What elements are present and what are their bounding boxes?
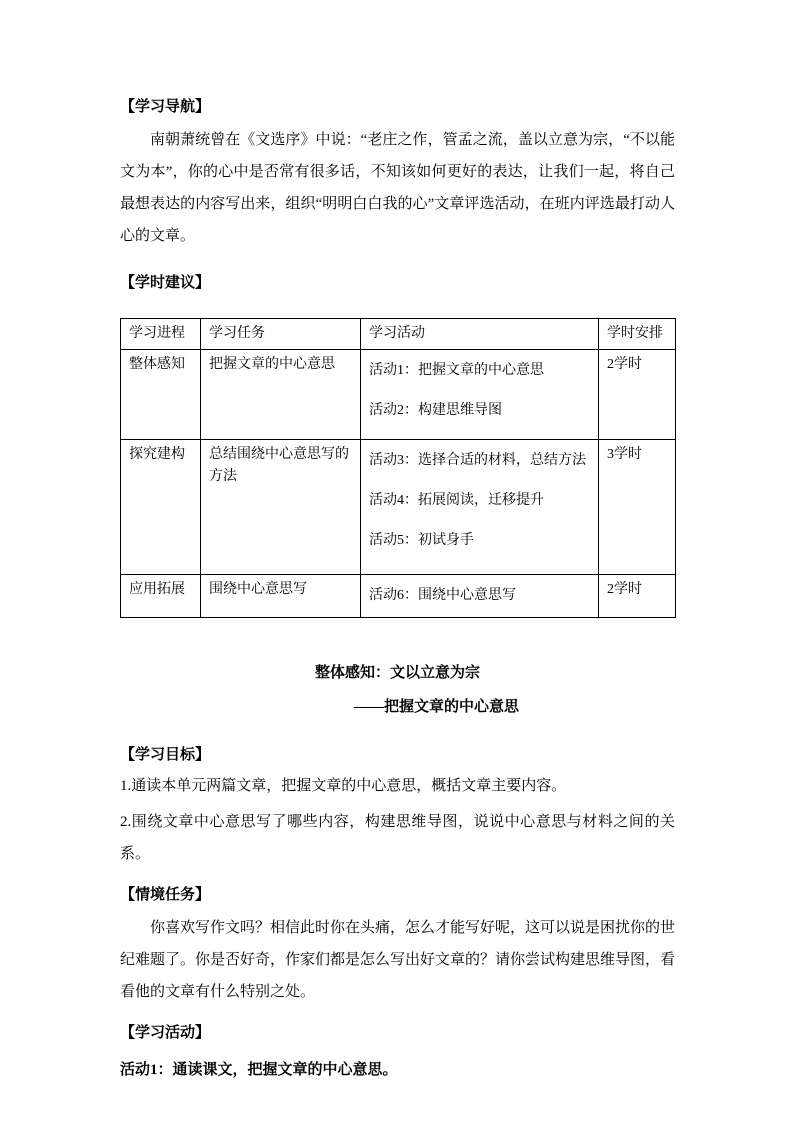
intro-paragraph: 南朝萧统曾在《文选序》中说：“老庄之作，管孟之流，盖以立意为宗，“不以能文为本”，你的心中是否常有很多话，不知该如何更好的表达，让我们一起，将自己最想表达的内容写出来，组织“明明白白我的心”文章评选活动，在班内评选最打动人心的文章。 — [120, 132, 675, 244]
table-row — [121, 350, 676, 440]
header-cell-task: 学习任务 — [201, 319, 361, 350]
activities-cell — [361, 575, 599, 618]
heading-situation-task: 【情境任务】 — [120, 887, 211, 903]
hours-cell: 2学时 — [599, 350, 676, 440]
activity-line: 活动1：把握文章的中心意思 — [369, 363, 544, 378]
activities-cell — [361, 350, 599, 440]
stage-cell: 应用拓展 — [121, 575, 201, 618]
heading-schedule-suggestion: 【学时建议】 — [120, 275, 211, 291]
goal-item-2: 2.围绕文章中心意思写了哪些内容，构建思维导图，说说中心意思与材料之间的关系。 — [120, 814, 675, 862]
header-cell-stage: 学习进程 — [121, 319, 201, 350]
task-cell: 围绕中心意思写 — [201, 575, 361, 618]
activity-line: 活动5：初试身手 — [369, 533, 474, 548]
stage-cell: 探究建构 — [121, 440, 201, 575]
hours-cell: 2学时 — [599, 575, 676, 618]
goal-item-1: 1.通读本单元两篇文章，把握文章的中心意思，概括文章主要内容。 — [120, 778, 567, 794]
task-cell: 把握文章的中心意思 — [201, 350, 361, 440]
activity-1-title: 活动1：通读课文，把握文章的中心意思。 — [120, 1062, 398, 1078]
hours-cell: 3学时 — [599, 440, 676, 575]
situation-paragraph: 你喜欢写作文吗？相信此时你在头痛，怎么才能写好呢，这可以说是困扰你的世纪难题了。你是否好奇，作家们都是怎么写出好文章的？请你尝试构建思维导图，看看他的文章有什么特别之处。 — [120, 920, 676, 1000]
activity-line: 活动2：构建思维导图 — [369, 403, 502, 418]
activity-line: 活动6：围绕中心意思写 — [369, 588, 516, 603]
heading-study-nav: 【学习导航】 — [120, 99, 211, 115]
activity-line: 活动3：选择合适的材料，总结方法 — [369, 453, 586, 468]
header-cell-activity: 学习活动 — [361, 319, 599, 350]
activities-cell — [361, 440, 599, 575]
schedule-table — [120, 318, 676, 618]
heading-study-activities: 【学习活动】 — [120, 1025, 211, 1041]
table-row — [121, 440, 676, 575]
section-title-line1: 整体感知：文以立意为宗 — [314, 665, 480, 681]
activity-line: 活动4：拓展阅读，迁移提升 — [369, 493, 544, 508]
heading-study-goals: 【学习目标】 — [120, 747, 211, 763]
table-header-row — [121, 319, 676, 350]
section-title-line2: ——把握文章的中心意思 — [353, 699, 519, 715]
header-cell-hours: 学时安排 — [599, 319, 676, 350]
stage-cell: 整体感知 — [121, 350, 201, 440]
task-cell: 总结围绕中心意思写的方法 — [201, 440, 361, 575]
table-row — [121, 575, 676, 618]
section-title — [120, 656, 675, 724]
